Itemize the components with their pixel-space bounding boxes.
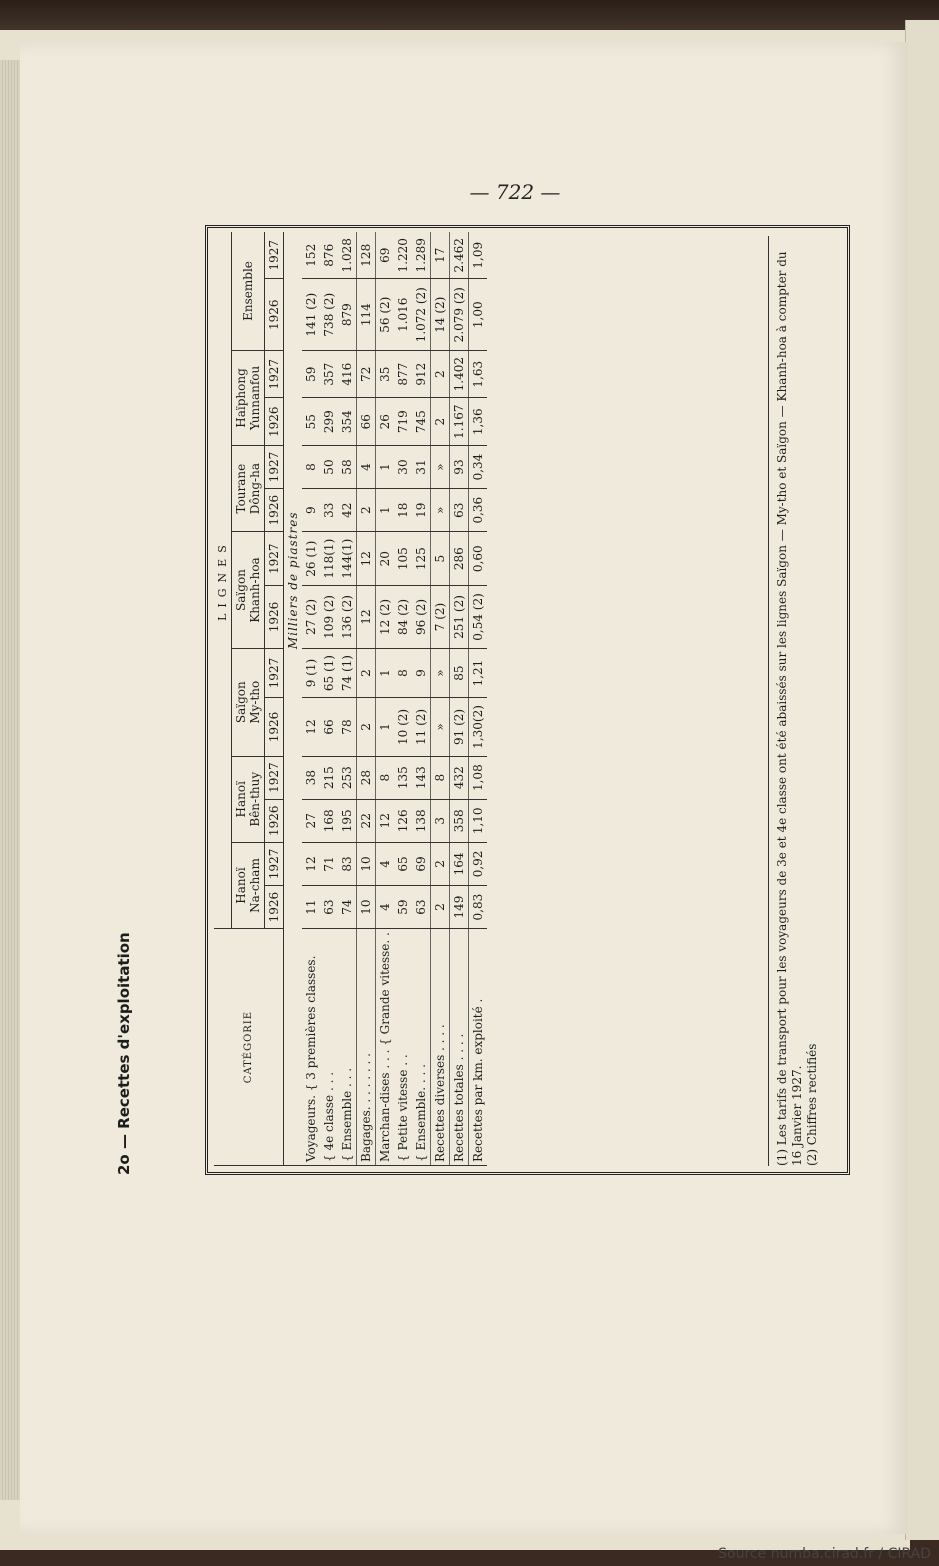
table-cell: 2.462 bbox=[450, 232, 469, 279]
table-cell: 299 bbox=[320, 398, 338, 446]
row-label: { Ensemble . . . bbox=[338, 929, 357, 1166]
row-label: { Ensemble. . . . bbox=[412, 929, 431, 1166]
table-frame bbox=[205, 225, 850, 1175]
table-cell: 10 bbox=[357, 886, 376, 929]
line-name-1: Saïgon bbox=[234, 569, 248, 611]
source-credit: Source numba.cirad.fr / CIRAD bbox=[718, 1546, 931, 1562]
table-cell: 138 bbox=[412, 799, 431, 842]
year-header: 1927 bbox=[265, 842, 284, 885]
table-cell: 33 bbox=[320, 489, 338, 532]
table-cell: 125 bbox=[412, 532, 431, 586]
table-cell: 251 (2) bbox=[450, 586, 469, 649]
line-name-1: Hanoï bbox=[234, 867, 248, 904]
table-cell: 7 (2) bbox=[431, 586, 450, 649]
table-cell: 18 bbox=[394, 489, 412, 532]
table-cell: 745 bbox=[412, 398, 431, 446]
table-cell: 11 bbox=[302, 886, 320, 929]
lignes-header: LIGNES bbox=[214, 232, 232, 929]
table-cell: » bbox=[431, 648, 450, 698]
row-label: Recettes totales . . . . bbox=[450, 929, 469, 1166]
year-header: 1927 bbox=[265, 648, 284, 698]
table-cell: 357 bbox=[320, 350, 338, 398]
table-row bbox=[338, 232, 357, 1166]
table-cell: 1.402 bbox=[450, 350, 469, 398]
table-cell: 1.220 bbox=[394, 232, 412, 279]
table-cell: 149 bbox=[450, 886, 469, 929]
table-cell: 12 (2) bbox=[376, 586, 395, 649]
line-name-1: Ensemble bbox=[241, 261, 255, 321]
table-cell: 354 bbox=[338, 398, 357, 446]
table-row bbox=[450, 232, 469, 1166]
table-cell: 27 bbox=[302, 799, 320, 842]
line-header bbox=[232, 232, 265, 350]
row-label: Recettes diverses . . . . bbox=[431, 929, 450, 1166]
line-header bbox=[232, 842, 265, 928]
table-cell: 2 bbox=[431, 398, 450, 446]
table-cell: 1,00 bbox=[469, 279, 488, 350]
year-header: 1926 bbox=[265, 886, 284, 929]
table-cell: 4 bbox=[376, 886, 395, 929]
table-cell: 20 bbox=[376, 532, 395, 586]
table-cell: 1,63 bbox=[469, 350, 488, 398]
table-cell: 0,92 bbox=[469, 842, 488, 885]
year-header: 1926 bbox=[265, 799, 284, 842]
footnote-1: (1) Les tarifs de transport pour les voyageurs de 3e et 4e classe ont été abaissés sur les lignes Saïgon — My-tho et Saïgon — Khanh-hoa à compter du 16 Janvier 1927. bbox=[775, 251, 804, 1166]
line-name-2: Dông-ha bbox=[248, 463, 262, 515]
table-cell: 12 bbox=[302, 698, 320, 756]
table-body bbox=[284, 232, 488, 1166]
table-cell: 22 bbox=[357, 799, 376, 842]
table-cell: 63 bbox=[320, 886, 338, 929]
line-header bbox=[232, 350, 265, 445]
line-header bbox=[232, 445, 265, 531]
table-cell: 164 bbox=[450, 842, 469, 885]
table-cell: 31 bbox=[412, 445, 431, 488]
table-cell: 128 bbox=[357, 232, 376, 279]
table-cell: 144(1) bbox=[338, 532, 357, 586]
row-label: Marchan-dises . . . { Grande vitesse. . bbox=[376, 929, 395, 1166]
table-cell: 286 bbox=[450, 532, 469, 586]
table-cell: 42 bbox=[338, 489, 357, 532]
row-label: Bagages. . . . . . . . bbox=[357, 929, 376, 1166]
table-cell: 1,09 bbox=[469, 232, 488, 279]
table-cell: 877 bbox=[394, 350, 412, 398]
table-cell: 93 bbox=[450, 445, 469, 488]
table-cell: 5 bbox=[431, 532, 450, 586]
rotated-table-content bbox=[115, 215, 855, 1175]
revenue-table bbox=[214, 232, 487, 1166]
table-cell: 152 bbox=[302, 232, 320, 279]
table-cell: 12 bbox=[357, 532, 376, 586]
table-cell: 55 bbox=[302, 398, 320, 446]
table-cell: 12 bbox=[357, 586, 376, 649]
year-header: 1927 bbox=[265, 350, 284, 398]
table-cell: 1.072 (2) bbox=[412, 279, 431, 350]
table-cell: 12 bbox=[376, 799, 395, 842]
table-cell: 9 bbox=[302, 489, 320, 532]
table-cell: 105 bbox=[394, 532, 412, 586]
table-cell: 63 bbox=[450, 489, 469, 532]
table-cell: 0,34 bbox=[469, 445, 488, 488]
line-name-1: Tourane bbox=[234, 463, 248, 514]
table-cell: 26 (1) bbox=[302, 532, 320, 586]
table-cell: 719 bbox=[394, 398, 412, 446]
units-spacer bbox=[284, 929, 303, 1166]
table-cell: 2 bbox=[431, 886, 450, 929]
units-label: Milliers de piastres bbox=[286, 511, 300, 650]
table-cell: 59 bbox=[394, 886, 412, 929]
table-cell: 1 bbox=[376, 648, 395, 698]
table-cell: 72 bbox=[357, 350, 376, 398]
table-cell: 879 bbox=[338, 279, 357, 350]
table-cell: 876 bbox=[320, 232, 338, 279]
table-cell: 35 bbox=[376, 350, 395, 398]
table-cell: 9 (1) bbox=[302, 648, 320, 698]
table-cell: 91 (2) bbox=[450, 698, 469, 756]
table-cell: 2 bbox=[357, 698, 376, 756]
table-row bbox=[412, 232, 431, 1166]
table-row bbox=[394, 232, 412, 1166]
table-cell: 65 (1) bbox=[320, 648, 338, 698]
table-row bbox=[376, 232, 395, 1166]
line-name-1: Haïphong bbox=[234, 368, 248, 428]
table-cell: 4 bbox=[376, 842, 395, 885]
table-cell: 28 bbox=[357, 756, 376, 799]
table-cell: 2 bbox=[431, 350, 450, 398]
table-cell: 66 bbox=[357, 398, 376, 446]
table-cell: 1 bbox=[376, 489, 395, 532]
table-cell: 2 bbox=[431, 842, 450, 885]
table-cell: 2 bbox=[357, 489, 376, 532]
line-name-1: Hanoï bbox=[234, 781, 248, 818]
table-cell: 1 bbox=[376, 698, 395, 756]
table-cell: 8 bbox=[394, 648, 412, 698]
table-cell: 50 bbox=[320, 445, 338, 488]
year-header: 1927 bbox=[265, 445, 284, 488]
table-cell: 432 bbox=[450, 756, 469, 799]
table-cell: 11 (2) bbox=[412, 698, 431, 756]
table-cell: 78 bbox=[338, 698, 357, 756]
table-cell: 19 bbox=[412, 489, 431, 532]
table-cell: 126 bbox=[394, 799, 412, 842]
table-cell: 8 bbox=[376, 756, 395, 799]
table-cell: 114 bbox=[357, 279, 376, 350]
table-cell: 912 bbox=[412, 350, 431, 398]
table-cell: 1,21 bbox=[469, 648, 488, 698]
table-cell: » bbox=[431, 489, 450, 532]
page-number: — 722 — bbox=[469, 180, 561, 204]
table-cell: 0,83 bbox=[469, 886, 488, 929]
year-header: 1926 bbox=[265, 398, 284, 446]
row-label: { Petite vitesse . . bbox=[394, 929, 412, 1166]
table-cell: 1.016 bbox=[394, 279, 412, 350]
table-cell: 26 bbox=[376, 398, 395, 446]
table-cell: 215 bbox=[320, 756, 338, 799]
table-cell: » bbox=[431, 698, 450, 756]
footnotes bbox=[768, 236, 820, 1166]
table-cell: 58 bbox=[338, 445, 357, 488]
table-cell: 358 bbox=[450, 799, 469, 842]
table-cell: 8 bbox=[431, 756, 450, 799]
line-header bbox=[232, 648, 265, 756]
line-header bbox=[232, 532, 265, 649]
row-label: { 4e classe . . . bbox=[320, 929, 338, 1166]
table-cell: 38 bbox=[302, 756, 320, 799]
line-header bbox=[232, 756, 265, 842]
table-cell: 0,36 bbox=[469, 489, 488, 532]
table-cell: 10 (2) bbox=[394, 698, 412, 756]
table-cell: 738 (2) bbox=[320, 279, 338, 350]
table-cell: 14 (2) bbox=[431, 279, 450, 350]
year-header: 1926 bbox=[265, 489, 284, 532]
table-cell: 253 bbox=[338, 756, 357, 799]
row-label: Recettes par km. exploité . bbox=[469, 929, 488, 1166]
table-cell: 1,36 bbox=[469, 398, 488, 446]
table-cell: 59 bbox=[302, 350, 320, 398]
table-cell: 71 bbox=[320, 842, 338, 885]
table-cell: 69 bbox=[412, 842, 431, 885]
table-cell: 168 bbox=[320, 799, 338, 842]
table-cell: 84 (2) bbox=[394, 586, 412, 649]
table-cell: 0,60 bbox=[469, 532, 488, 586]
table-cell: 9 bbox=[412, 648, 431, 698]
line-name-1: Saïgon bbox=[234, 681, 248, 724]
table-cell: 3 bbox=[431, 799, 450, 842]
year-header: 1927 bbox=[265, 532, 284, 586]
table-cell: 63 bbox=[412, 886, 431, 929]
table-cell: 65 bbox=[394, 842, 412, 885]
table-cell: 69 bbox=[376, 232, 395, 279]
table-cell: 195 bbox=[338, 799, 357, 842]
year-header: 1926 bbox=[265, 698, 284, 756]
table-row bbox=[469, 232, 488, 1166]
line-name-2: Na-cham bbox=[248, 858, 262, 913]
table-row bbox=[357, 232, 376, 1166]
table-cell: 416 bbox=[338, 350, 357, 398]
table-cell: 1,30(2) bbox=[469, 698, 488, 756]
table-cell: 1 bbox=[376, 445, 395, 488]
table-cell: 10 bbox=[357, 842, 376, 885]
table-cell: 141 (2) bbox=[302, 279, 320, 350]
year-header: 1927 bbox=[265, 756, 284, 799]
facing-page-edge bbox=[905, 20, 939, 1540]
section-title: 2o — Recettes d'exploitation bbox=[115, 932, 133, 1175]
table-cell: 1.289 bbox=[412, 232, 431, 279]
table-cell: 118(1) bbox=[320, 532, 338, 586]
table-cell: 0,54 (2) bbox=[469, 586, 488, 649]
table-cell: 1,08 bbox=[469, 756, 488, 799]
table-cell: 85 bbox=[450, 648, 469, 698]
table-cell: 66 bbox=[320, 698, 338, 756]
table-cell: 4 bbox=[357, 445, 376, 488]
table-cell: 1,10 bbox=[469, 799, 488, 842]
table-row bbox=[431, 232, 450, 1166]
table-cell: » bbox=[431, 445, 450, 488]
table-cell: 83 bbox=[338, 842, 357, 885]
table-cell: 30 bbox=[394, 445, 412, 488]
table-cell: 109 (2) bbox=[320, 586, 338, 649]
table-cell: 1.167 bbox=[450, 398, 469, 446]
table-cell: 8 bbox=[302, 445, 320, 488]
table-cell: 27 (2) bbox=[302, 586, 320, 649]
table-row bbox=[320, 232, 338, 1166]
table-cell: 17 bbox=[431, 232, 450, 279]
year-header: 1926 bbox=[265, 279, 284, 350]
table-cell: 136 (2) bbox=[338, 586, 357, 649]
table-cell: 56 (2) bbox=[376, 279, 395, 350]
line-name-2: Bên-thuy bbox=[248, 771, 262, 827]
line-name-2: Khanh-hoa bbox=[248, 557, 262, 623]
table-cell: 2 bbox=[357, 648, 376, 698]
table-cell: 2.079 (2) bbox=[450, 279, 469, 350]
table-cell: 96 (2) bbox=[412, 586, 431, 649]
line-name-2: My-tho bbox=[248, 680, 262, 724]
table-cell: 74 bbox=[338, 886, 357, 929]
year-header: 1927 bbox=[265, 232, 284, 279]
table-cell: 74 (1) bbox=[338, 648, 357, 698]
table-row bbox=[302, 232, 320, 1166]
row-label: Voyageurs. { 3 premières classes. bbox=[302, 929, 320, 1166]
category-header: CATÉGORIE bbox=[214, 929, 284, 1166]
table-cell: 1.028 bbox=[338, 232, 357, 279]
table-cell: 12 bbox=[302, 842, 320, 885]
footnote-2: (2) Chiffres rectifiés bbox=[805, 1043, 819, 1166]
table-cell: 143 bbox=[412, 756, 431, 799]
line-name-2: Yunnanfou bbox=[248, 365, 262, 431]
year-header: 1926 bbox=[265, 586, 284, 649]
table-cell: 135 bbox=[394, 756, 412, 799]
